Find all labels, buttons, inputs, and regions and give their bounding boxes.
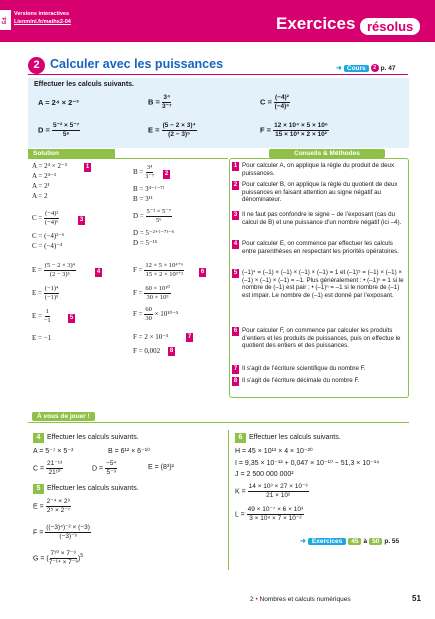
sol-a1: A = 2⁴ × 2⁻³ <box>32 162 67 170</box>
marker-2: 2 <box>164 171 169 177</box>
practice-underline <box>28 422 409 423</box>
ex4-b: B = 6¹² × 6⁻¹⁰ <box>108 448 150 455</box>
exercise-4-heading: 4 Effectuer les calculs suivants. <box>33 433 139 443</box>
sol-d3: D = 5⁻¹⁵ <box>133 239 158 247</box>
footer-chapter: 2 • Nombres et calculs numériques <box>250 596 351 603</box>
ex6-h: H = 45 × 10¹³ × 4 × 10⁻²⁰ <box>235 448 313 455</box>
expr-f: F = $\frac{\text{12 × 10⁴ × 5 × 10⁶}}{\text{15 × 10³ × 2 × 10²}}$ <box>260 122 328 138</box>
course-chip: Cours <box>344 65 369 72</box>
conseil-5: 5 (–1)⁴ = (–1) × (–1) × (–1) × (–1) = 1 et (–1)⁵ = (–1) × (–1) × (–1) × (–1) × (–1) = –1. Plus généralement : • (–1)ⁿ = 1 si le nombre de (–1) est pair ; • (–1)ⁿ = –1 si le nombre de (–1) est impair. Le nombre de (–1) est donné par l’exposant. <box>233 269 404 299</box>
exercise-5-heading: 5 Effectuer les calculs suivants. <box>33 484 139 494</box>
ex5-f: F = $\frac{\text{((−3)⁴)⁻² × (−3)}}{\text{(−3)⁻³}}$ <box>33 524 90 540</box>
solution-label: Solution <box>28 149 115 158</box>
conseil-1: 1 Pour calculer A, on applique la règle du produit de deux puissances. <box>233 162 395 177</box>
marker-3: 3 <box>79 217 84 223</box>
exercises-chip: Exercices <box>308 538 346 545</box>
sol-b1: B = $\frac{\text{3⁴}}{\text{3⁻⁷}}$ <box>133 164 155 180</box>
sol-f5: F = 0,002 <box>133 347 161 355</box>
exercise-6-heading: 6 Effectuer les calculs suivants. <box>235 433 341 443</box>
section-title: Calculer avec les puissances <box>50 57 224 71</box>
ex4-d: D = $\frac{\text{−5⁴}}{\text{5⁻³}}$ <box>92 460 117 476</box>
page-number: 51 <box>412 594 421 603</box>
ex4-a: A = 5⁻⁷ × 5⁻³ <box>33 448 74 455</box>
expr-d: D = $\frac{\text{5⁻² × 5⁻⁷}}{\text{5⁶}}$ <box>38 122 80 138</box>
sol-d1: D = $\frac{\text{5⁻² × 5⁻⁷}}{\text{5⁶}}$ <box>133 208 172 224</box>
exercise-from: 45 <box>348 538 361 545</box>
ex5-e: E = $\frac{\text{2⁻⁴ × 2⁹}}{\text{2⁵ × 2⁻⁷}}$ <box>33 498 71 514</box>
course-ref-number: 2 <box>371 64 379 72</box>
exercise-sep: à <box>363 537 368 545</box>
expr-c: C = $\frac{\text{(−4)²}}{\text{(−4)⁶}}$ <box>260 94 290 110</box>
sol-f2: F = $\frac{\text{60 × 10¹⁰}}{\text{30 × 10⁵}}$ <box>133 285 170 301</box>
marker-7: 7 <box>187 334 192 340</box>
expr-b: B = $\frac{\text{3⁴}}{\text{3⁻⁷}}$ <box>148 94 172 110</box>
exercises-page: p. 55 <box>384 537 400 545</box>
ex6-l: L = $\frac{\text{49 × 10⁻⁷ × 6 × 10³}}{\text{3 × 10⁴ × 7 × 10⁻²}}$ <box>235 506 304 522</box>
ex6-k: K = $\frac{\text{14 × 10³ × 27 × 10⁻³}}{\text{21 × 10²}}$ <box>235 483 308 499</box>
exercises-reference[interactable] <box>300 537 399 545</box>
ex5-g: G = ( $\frac{\text{7¹⁰ × 7⁻⁹}}{\text{7⁻¹⁴ × 7⁻⁸}}$ )$^5$ <box>33 550 84 566</box>
sol-e4: E = −1 <box>32 334 52 342</box>
marker-4: 4 <box>96 269 101 275</box>
marker-6: 6 <box>200 269 205 275</box>
ex6-j: J = 2 500 000 000² <box>235 471 294 478</box>
conseil-6: 6 Pour calculer F, on commence par calculer les produits d’entiers et les produits de puissances, puis on effectue le quotient des entiers et des puissances. <box>233 327 401 349</box>
sol-f3: F = $\frac{60}{30}$ × 10¹⁰⁻⁵ <box>133 306 179 322</box>
conseil-7: 7 Il s’agit de l’écriture scientifique du nombre F. <box>233 365 366 372</box>
sol-a2: A = 2⁴⁻³ <box>32 172 56 180</box>
conseil-8: 8 Il s’agit de l’écriture décimale du nombre F. <box>233 377 360 384</box>
solution-underline <box>28 158 228 159</box>
sol-a3: A = 2¹ <box>32 182 50 190</box>
practice-label: À vous de jouer ! <box>32 412 95 421</box>
marker-5: 5 <box>69 315 74 321</box>
ex6-i: I = 9,35 × 10⁻¹² + 0,047 × 10⁻¹⁰ − 51,3 × 10⁻¹⁴ <box>235 460 380 467</box>
sol-e2: E = $\frac{\text{(−1)⁴}}{\text{(−1)⁵}}$ <box>32 285 59 301</box>
section-number: 2 <box>28 57 45 74</box>
interactive-link[interactable]: Lienmini.fr/maths2-04 <box>14 19 71 25</box>
conseils-label: Conseils & Méthodes <box>269 149 385 158</box>
sol-c1: C = $\frac{\text{(−4)²}}{\text{(−4)⁶}}$ <box>32 210 59 226</box>
ex4-e: E = (8³)² <box>148 464 174 471</box>
conseil-3: 3 Il ne faut pas confondre le signe – de l’exposant (cas du calcul de B) et une puissance d’un nombre négatif (ici –4). <box>233 211 402 226</box>
marker-8: 8 <box>169 348 174 354</box>
arrow-right-icon: ➜ <box>336 65 342 72</box>
ex4-c: C = $\frac{\text{21⁻¹³}}{\text{21¹⁰}}$ <box>33 460 63 476</box>
header-pill: résolus <box>360 18 420 35</box>
statement-prompt: Effectuer les calculs suivants. <box>34 81 134 88</box>
course-ref-page: p. 47 <box>380 64 396 72</box>
marker-1: 1 <box>85 164 90 170</box>
conseil-4: 4 Pour calculer E, on commence par effectuer les calculs entre parenthèses en respectant les priorités opératoires. <box>233 240 399 255</box>
header-title: Exercices <box>276 14 356 33</box>
conseil-2: 2 Pour calculer B, on applique la règle du quotient de deux puissances en faisant attention au signe négatif au dénominateur. <box>233 181 398 203</box>
sol-f1: F = $\frac{\text{12 × 5 × 10⁴⁺⁶}}{\text{15 × 2 × 10³⁺²}}$ <box>133 262 184 278</box>
expr-a: A = 2⁴ × 2⁻³ <box>38 98 79 107</box>
interactive-label: Versions interactives <box>14 11 70 17</box>
sol-c3: C = (−4)⁻⁴ <box>32 242 63 250</box>
column-divider <box>228 430 229 570</box>
arrow-right-icon: ➜ <box>300 538 306 545</box>
exercise-to: 50 <box>369 538 382 545</box>
sol-b2: B = 3⁴⁻⁽⁻⁷⁾ <box>133 185 165 193</box>
sol-d2: D = 5⁻²⁺⁽⁻⁷⁾⁻⁶ <box>133 229 175 237</box>
edition-tab: Éd. <box>0 10 11 30</box>
statement-box <box>28 78 409 148</box>
sol-e3: E = $\frac{1}{-1}$ <box>32 308 51 324</box>
sol-c2: C = (−4)²⁻⁶ <box>32 232 65 240</box>
interactive-versions <box>14 10 71 26</box>
sol-a4: A = 2 <box>32 192 48 200</box>
course-reference[interactable] <box>336 64 395 72</box>
sol-e1: E = $\frac{\text{(5 − 2 × 3)⁴}}{\text{(2 − 3)⁵}}$ <box>32 262 75 278</box>
section-underline <box>28 74 408 75</box>
sol-b3: B = 3¹¹ <box>133 195 153 203</box>
sol-f4: F = 2 × 10⁻⁵ <box>133 333 169 341</box>
expr-e: E = $\frac{\text{(5 − 2 × 3)⁴}}{\text{(2 − 3)⁵}}$ <box>148 122 196 138</box>
